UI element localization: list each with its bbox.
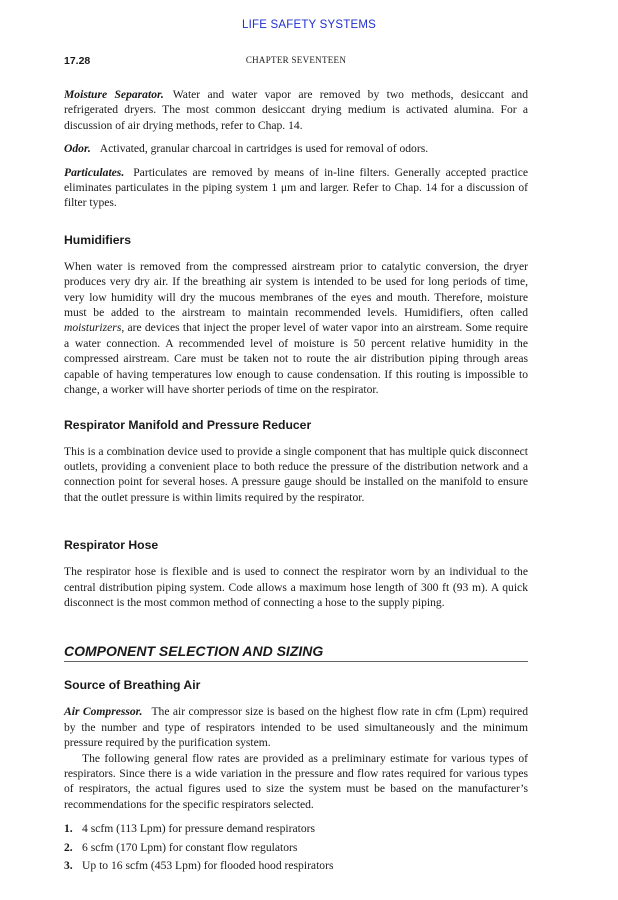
section-heading-hose: Respirator Hose — [64, 538, 159, 553]
list-item — [64, 857, 528, 876]
major-heading-component-selection: COMPONENT SELECTION AND SIZING — [64, 642, 528, 662]
flow-rates-paragraph: The following general flow rates are provided as a preliminary estimate for various types of respirators. Since there is a wide variation in the pressure and flow rates required for various types of respirators, the actual figures used to size the system must be based on the manufacturer’s recommendations for the specific respirators selected. — [64, 751, 528, 811]
paragraph-text: Activated, granular charcoal in cartridges is used for removal of odors. — [99, 142, 429, 156]
page-number: 17.28 — [64, 55, 91, 67]
list-text: Up to 16 scfm (453 Lpm) for flooded hood respirators — [82, 859, 334, 873]
run-in-heading: Odor. — [64, 142, 91, 156]
list-item — [64, 820, 528, 839]
run-in-heading: Air Compressor. — [64, 705, 143, 719]
paragraph-text: , are devices that inject the proper level of water vapor into an airstream. Some require a water connection. A recommended level of moisture is 50 percent relative humidity in the compressed airstream. Care must be taken not to route the air distribution piping through areas capable of having temperatures low enough to cause condensation. If this routing is impossible to change, a worker will have shorter periods of time on the respirator. — [64, 321, 528, 397]
hose-paragraph: The respirator hose is flexible and is used to connect the respirator worn by an individual to the central distribution piping system. Code allows a maximum hose length of 300 ft (93 m). A quick disconnect is the most common method of connecting a hose to the supply piping. — [64, 565, 528, 609]
humidifiers-paragraph — [64, 259, 528, 398]
page-body — [64, 87, 528, 876]
term-moisturizers: moisturizers — [64, 321, 122, 335]
list-number: 3. — [64, 859, 73, 873]
list-text: 4 scfm (113 Lpm) for pressure demand respirators — [82, 822, 315, 836]
particulates-paragraph — [64, 165, 528, 211]
manifold-paragraph: This is a combination device used to provide a single component that has multiple quick disconnect outlets, providing a convenient place to both reduce the pressure of the distribution network and a connection point for several hoses. A pressure gauge should be installed on the manifold to ensure that the outlet pressure is within limits required by the respirator. — [64, 444, 528, 504]
paragraph-text: Particulates are removed by means of in-line filters. Generally accepted practice eliminates particulates in the piping system 1 μm and larger. Refer to Chap. 14 for a discussion of filter types. — [64, 165, 528, 210]
flow-rate-list — [64, 820, 528, 876]
section-heading-source-of-air: Source of Breathing Air — [64, 678, 201, 693]
paragraph-text: The air compressor size is based on the highest flow rate in cfm (Lpm) required by the number and type of respirators intended to be used simultaneously and the minimum pressure required by the purification system. — [64, 705, 529, 750]
odor-paragraph — [64, 141, 528, 156]
list-number: 1. — [64, 822, 73, 836]
section-heading-humidifiers: Humidifiers — [64, 232, 132, 247]
run-in-heading: Moisture Separator. — [64, 88, 164, 101]
banner-title: LIFE SAFETY SYSTEMS — [242, 19, 376, 31]
paragraph-text: When water is removed from the compressed airstream prior to catalytic conversion, the dryer produces very dry air. If the breathing air system is intended to be used for long periods of time, very low humidity will dry the mucous membranes of the eyes and mouth. Therefore, moisture must be added to the airstream to maintain recommended levels. Humidifiers, often called — [64, 259, 528, 320]
section-heading-manifold: Respirator Manifold and Pressure Reducer — [64, 417, 312, 432]
run-in-heading: Particulates. — [64, 165, 125, 179]
running-head — [64, 55, 528, 69]
paragraph-text: Water and water vapor are removed by two methods, desiccant and refrigerated dryers. The most common desiccant drying medium is activated alumina. For a discussion of air drying methods, refer to Chap. 14. — [64, 88, 528, 132]
list-number: 2. — [64, 840, 73, 854]
list-item — [64, 839, 528, 858]
moisture-separator-paragraph — [64, 87, 528, 133]
chapter-title: CHAPTER SEVENTEEN — [245, 55, 347, 65]
air-compressor-paragraph — [64, 704, 528, 750]
list-text: 6 scfm (170 Lpm) for constant flow regulators — [82, 840, 298, 854]
